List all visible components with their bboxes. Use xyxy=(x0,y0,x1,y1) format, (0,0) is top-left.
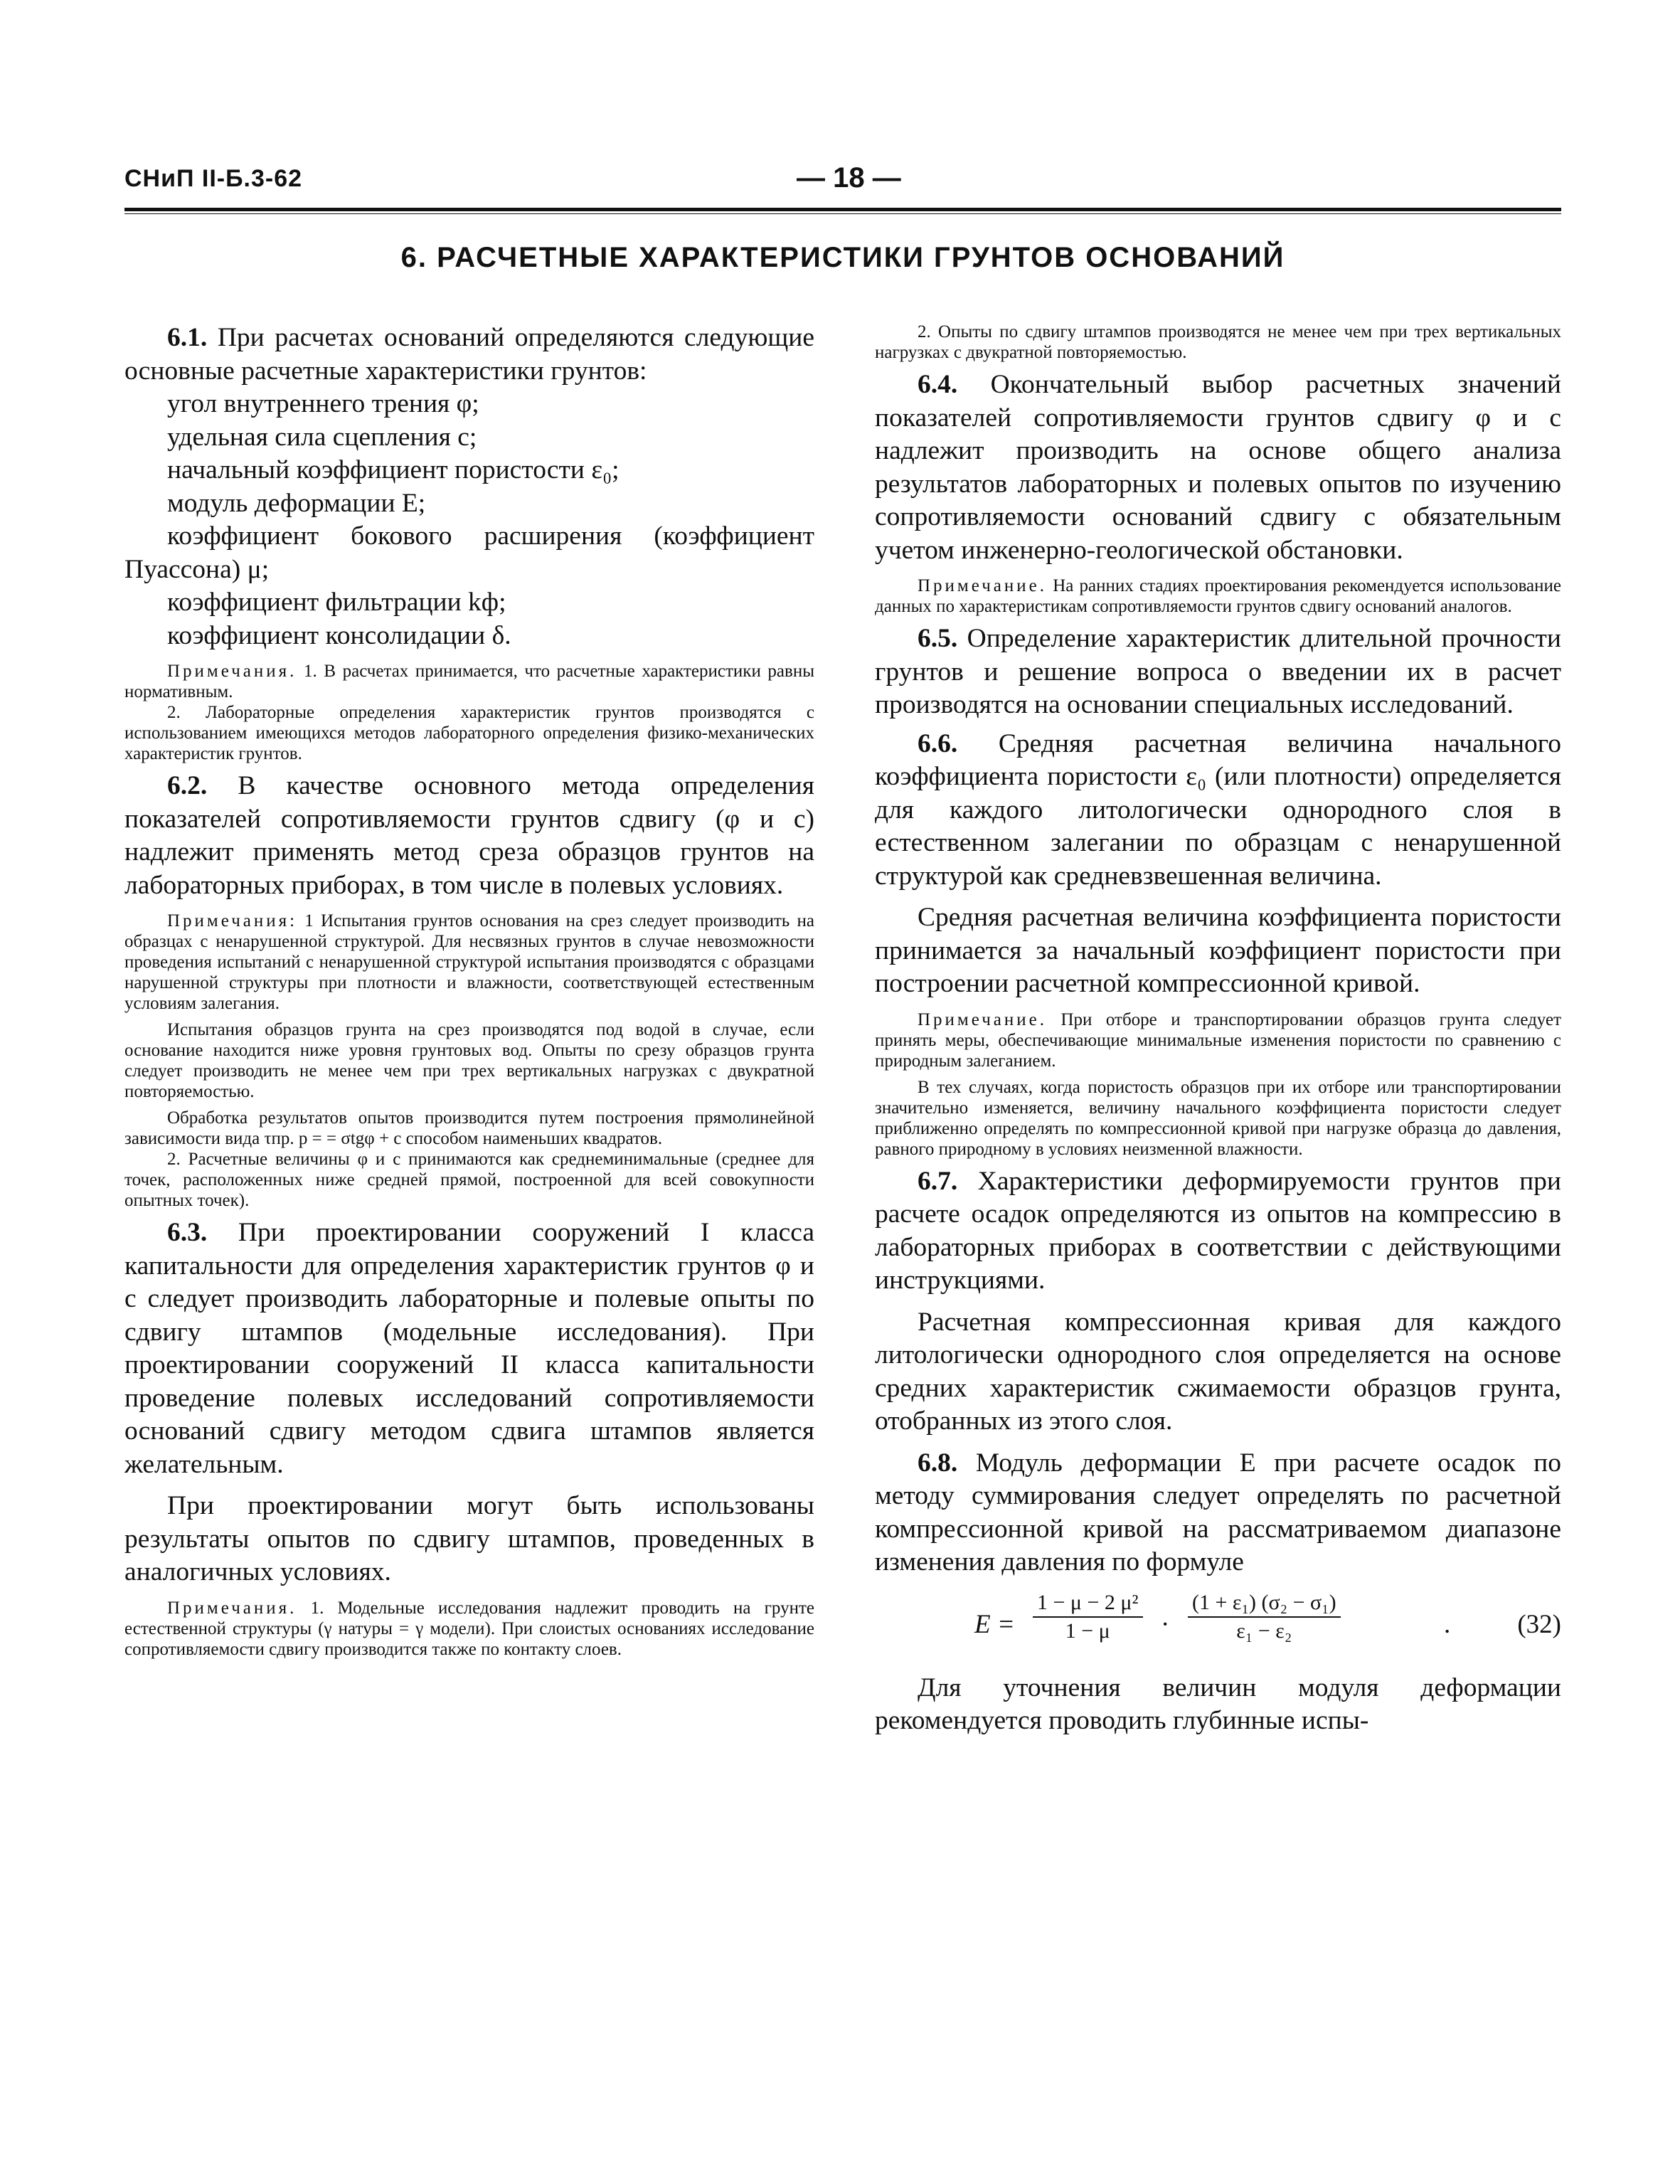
fraction-numerator: 1 − μ − 2 μ² xyxy=(1033,1589,1143,1618)
clause-6-6 xyxy=(875,728,1561,894)
note-block xyxy=(875,1009,1561,1071)
note-text: 1. В расчетах принимается, что расчетные характеристики равны нормативным. xyxy=(124,662,814,701)
clause-6-7 xyxy=(875,1165,1561,1298)
document-code: СНиП II-Б.3-62 xyxy=(124,165,303,192)
clause-text: Определение характеристик длительной прочности грунтов и решение вопроса о введении их в расчет производятся на основании специальных исследований. xyxy=(875,624,1561,719)
note-label: Примечание. xyxy=(918,576,1048,595)
clause-text: Модуль деформации E при расчете осадок по методу суммирования следует определять по расчетной компрессионной кривой на рассматриваемом диапазоне изменения давления по формуле xyxy=(875,1448,1561,1576)
note-text: В тех случаях, когда пористость образцов при их отборе или транспортировании значительно изменяется, величину начального коэффициента пористости следует приближенно определять по компрессионной кривой при нагрузке образца до давления, равного природному в условиях неизменной влажности. xyxy=(875,1077,1561,1159)
right-column xyxy=(875,322,1561,1738)
clause-6-8 xyxy=(875,1447,1561,1579)
clause-text: Окончательный выбор расчетных значений показателей сопротивляемости грунтов сдвигу φ и c надлежит производить на основе общего анализа результатов лабораторных и полевых опытов по изучению сопротивляемости оснований сдвигу с обязательным учетом инженерно-геологической обстановки. xyxy=(875,370,1561,565)
formula-number: (32) xyxy=(1517,1609,1561,1639)
fraction-numerator: (1 + ε₁) (σ₂ − σ₁) xyxy=(1188,1589,1341,1618)
clause-6-1 xyxy=(124,322,814,388)
note-text: 2. Опыты по сдвигу штампов производятся не менее чем при трех вертикальных нагрузках с двукратной повторяемостью. xyxy=(875,322,1561,362)
note-text: 2. Лабораторные определения характеристик грунтов производятся с использованием имеющихся методов лабораторного определения физико-механических характеристик грунтов. xyxy=(124,703,814,763)
note-text: 1 Испытания грунтов основания на срез следует производить на образцах с ненарушенной структурой. Для несвязных грунтов в случае невозможности проведения испытаний с ненарушенной структурой испытания производятся с образцами нарушенной структуры при плотности и влажности, соответствующей естественным условиям залегания. xyxy=(124,911,814,1013)
clause-number: 6.8. xyxy=(918,1448,958,1478)
clause-number: 6.6. xyxy=(918,728,958,758)
clause-continuation: Расчетная компрессионная кривая для каждого литологически однородного слоя определяется на основе средних характеристик сжимаемости образцов грунта, отобранных из этого слоя. xyxy=(875,1307,1561,1436)
note-block xyxy=(124,1598,814,1660)
clause-number: 6.3. xyxy=(167,1218,208,1247)
header-rule xyxy=(124,208,1561,214)
note-text: Обработка результатов опытов производится путем построения прямолинейной зависимости вида τпр. p = = σtgφ + c способом наименьших квадратов. xyxy=(124,1108,814,1148)
list-item: угол внутреннего трения φ; xyxy=(167,389,479,418)
note-block xyxy=(875,576,1561,617)
fraction-denominator: ε₁ − ε₂ xyxy=(1236,1618,1292,1643)
formula-fraction-1 xyxy=(1033,1589,1143,1645)
clause-number: 6.2. xyxy=(167,771,208,800)
note-label: Примечания. xyxy=(167,662,297,681)
page-header xyxy=(124,155,1561,212)
clause-number: 6.4. xyxy=(918,370,958,399)
note-label: Примечания: xyxy=(167,911,298,931)
list-item: удельная сила сцепления c; xyxy=(167,422,477,452)
clause-text: При расчетах оснований определяются следующие основные расчетные характеристики грунтов: xyxy=(124,323,814,386)
note-text: При отборе и транспортировании образцов грунта следует принять меры, обеспечивающие минимальные изменения пористости по сравнению с природным залеганием. xyxy=(875,1009,1561,1071)
formula-fraction-2 xyxy=(1188,1589,1341,1645)
clause-6-2 xyxy=(124,770,814,902)
note-text: 2. Расчетные величины φ и c принимаются как среднеминимальные (среднее для точек, расположенных ниже средней прямой, построенной для всей совокупности опытных точек). xyxy=(124,1150,814,1210)
note-label: Примечание. xyxy=(918,1009,1048,1029)
note-label: Примечания. xyxy=(167,1598,297,1618)
clause-6-4 xyxy=(875,369,1561,567)
list-item: начальный коэффициент пористости ε₀; xyxy=(167,455,620,484)
note-block xyxy=(124,661,814,702)
left-column xyxy=(124,322,814,1660)
list-item: модуль деформации E; xyxy=(167,488,426,518)
clause-text: Характеристики деформируемости грунтов при расчете осадок определяются из опытов на компрессию в лабораторных приборах в соответствии с действующими инструкциями. xyxy=(875,1166,1561,1295)
clause-6-3 xyxy=(124,1216,814,1481)
formula-end: . xyxy=(1444,1609,1451,1639)
section-title: 6. РАСЧЕТНЫЕ ХАРАКТЕРИСТИКИ ГРУНТОВ ОСНОВАНИЙ xyxy=(400,242,1285,273)
formula-dot: · xyxy=(1161,1609,1170,1639)
clause-continuation: При проектировании могут быть использованы результаты опытов по сдвигу штампов, проведенных в аналогичных условиях. xyxy=(124,1491,814,1586)
clause-continuation: Для уточнения величин модуля деформации рекомендуется проводить глубинные испы- xyxy=(875,1673,1561,1735)
list-item: коэффициент консолидации δ. xyxy=(167,620,511,650)
note-text: Испытания образцов грунта на срез производятся под водой в случае, если основание находится ниже уровня грунтовых вод. Опыты по срезу образцов грунта следует производить не менее чем при трех вертикальных нагрузках с двукратной повторяемостью. xyxy=(124,1020,814,1101)
clause-number: 6.7. xyxy=(918,1166,958,1196)
formula-32 xyxy=(875,1589,1561,1663)
clause-text: Средняя расчетная величина начального коэффициента пористости ε₀ (или плотности) определяется для каждого литологически однородного слоя в естественном залегании по образцам с ненарушенной структурой как средневзвешенная величина. xyxy=(875,728,1561,891)
note-text: 1. Модельные исследования надлежит проводить на грунте естественной структуры (γ натуры = γ модели). При слоистых основаниях исследование сопротивляемости сдвигу производится также по контакту слоев. xyxy=(124,1598,814,1659)
note-block xyxy=(124,911,814,1014)
clause-number: 6.5. xyxy=(918,624,958,653)
clause-continuation: Средняя расчетная величина коэффициента пористости принимается за начальный коэффициент пористости при построении расчетной компрессионной кривой. xyxy=(875,903,1561,998)
clause-6-5 xyxy=(875,622,1561,722)
page-number: — 18 — xyxy=(797,162,901,194)
formula-lhs: E = xyxy=(974,1609,1015,1639)
note-text: На ранних стадиях проектирования рекомендуется использование данных по характеристикам сопротивляемости грунтов сдвигу оснований аналогов. xyxy=(875,576,1561,616)
clause-text: При проектировании сооружений I класса капитальности для определения характеристик грунтов φ и c следует производить лабораторные и полевые опыты по сдвигу штампов (модельные исследования). При проектировании сооружений II класса капитальности проведение полевых исследований сопротивляемости оснований сдвигу методом сдвига штампов является желательным. xyxy=(124,1218,814,1479)
list-item: коэффициент бокового расширения (коэффициент Пуассона) μ; xyxy=(124,521,814,584)
list-item: коэффициент фильтрации kф; xyxy=(167,588,506,617)
clause-number: 6.1. xyxy=(167,323,208,352)
clause-text: В качестве основного метода определения показателей сопротивляемости грунтов сдвигу (φ и c) надлежит применять метод среза образцов грунтов на лабораторных приборах, в том числе в полевых условиях. xyxy=(124,771,814,900)
fraction-denominator: 1 − μ xyxy=(1065,1618,1110,1643)
